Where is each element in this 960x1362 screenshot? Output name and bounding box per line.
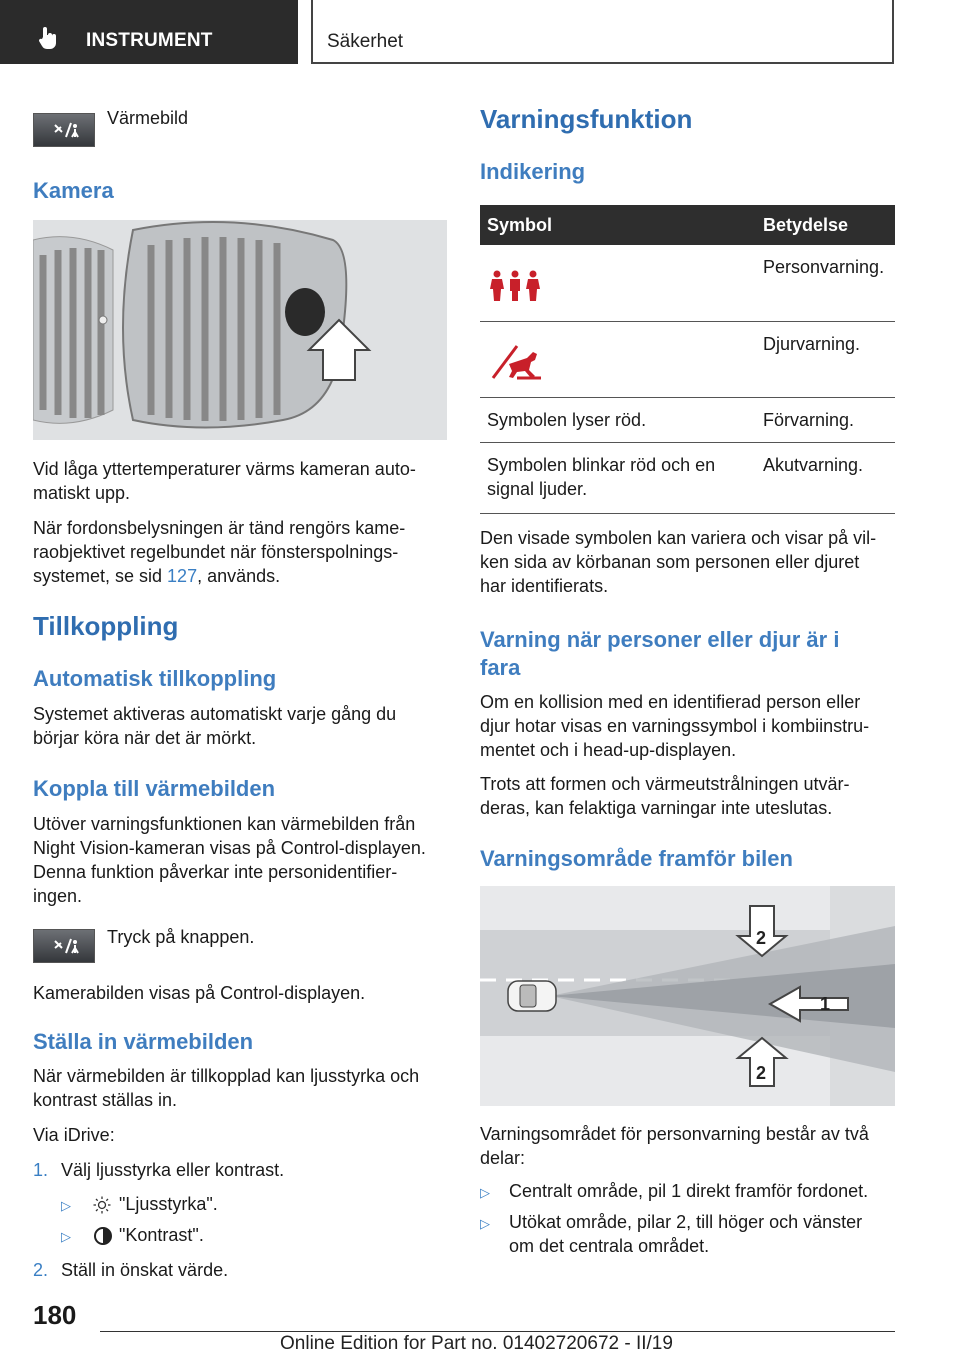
step-text: Välj ljusstyrka eller kontrast. <box>61 1160 285 1180</box>
warning-area-illustration <box>480 886 895 1106</box>
header-chapter-label: Säkerhet <box>327 31 404 52</box>
button-caption-1: Värmebild <box>107 108 189 128</box>
table-cell-symbol: Symbolen lyser röd. <box>480 397 756 442</box>
table-row <box>480 397 895 442</box>
bullet-text: Centralt område, pil 1 direkt framför fordonet. <box>509 1181 869 1201</box>
heading-varningsfunktion: Varningsfunktion <box>480 104 693 134</box>
symbol-table <box>480 205 895 514</box>
bullet-item <box>480 1210 863 1256</box>
table-header-row <box>480 205 895 245</box>
grille-illustration <box>33 220 447 440</box>
footer-divider <box>100 1331 895 1332</box>
bullet-text: Utökat område, pilar 2, till höger och vänster om det centrala området. <box>509 1212 863 1256</box>
paragraph-symbol: Den visade symbolen kan variera och visar på vil- ken sida av körbanan som personen eller djuret har identifierats. <box>480 528 877 596</box>
paragraph-via: Via iDrive: <box>33 1125 115 1145</box>
table-cell-meaning: Personvarning. <box>756 245 895 321</box>
step-text: Ställ in önskat värde. <box>61 1260 229 1280</box>
step-1 <box>33 1158 285 1182</box>
table-cell-meaning: Akutvarning. <box>756 442 895 513</box>
paragraph-kamerabild: Kamerabilden visas på Control-displayen. <box>33 983 366 1003</box>
brightness-icon <box>93 1196 111 1214</box>
table-cell-meaning: Förvarning. <box>756 397 895 442</box>
step-2 <box>33 1258 229 1282</box>
night-vision-button-image <box>33 113 95 147</box>
paragraph-omrade: Varningsområdet för personvarning består av två delar: <box>480 1124 869 1168</box>
table-row <box>480 245 895 321</box>
paragraph-stalla: När värmebilden är tillkopplad kan ljusstyrka och kontrast ställas in. <box>33 1066 420 1110</box>
bullet-triangle-icon: ▷ <box>61 1198 71 1213</box>
arrow-label-2-bottom: 2 <box>756 1063 767 1083</box>
heading-indikering: Indikering <box>480 159 586 184</box>
header-section-label: INSTRUMENT <box>86 30 213 51</box>
table-cell-symbol: Symbolen blinkar röd och en signal ljuder. <box>480 442 756 513</box>
sub-item-text: "Kontrast". <box>119 1225 204 1245</box>
heading-kamera: Kamera <box>33 178 114 203</box>
person-warning-icon <box>489 269 541 303</box>
heading-stalla: Ställa in värmebilden <box>33 1029 254 1054</box>
table-row <box>480 442 895 513</box>
heading-fara: Varning när personer eller djur är i fara <box>480 627 840 680</box>
camera-grille-image <box>33 220 447 440</box>
sub-item-ljusstyrka <box>61 1192 218 1218</box>
bullet-item <box>480 1179 869 1205</box>
table-header-symbol: Symbol <box>480 205 756 245</box>
table-cell-symbol <box>480 245 756 321</box>
bullet-triangle-icon: ▷ <box>480 1216 490 1231</box>
animal-warning-icon <box>491 344 543 380</box>
paragraph-kamera-2 <box>33 516 405 588</box>
button-caption-2: Tryck på knappen. <box>107 927 255 947</box>
paragraph-kamera-1: Vid låga yttertemperaturer värms kameran auto- matiskt upp. <box>33 459 416 503</box>
hand-pointer-icon <box>38 26 60 50</box>
table-row <box>480 321 895 397</box>
paragraph-automatisk: Systemet aktiveras automatiskt varje gång du börjar köra när det är mörkt. <box>33 704 397 748</box>
paragraph-fara-1: Om en kollision med en identifierad person eller djur hotar visas en varningssymbol i kombiinstru- mentet och i head-up-displayen. <box>480 692 870 760</box>
table-header-betydelse: Betydelse <box>756 205 895 245</box>
paragraph-kamera-2-end: , används. <box>197 566 281 586</box>
heading-koppla: Koppla till värmebilden <box>33 776 276 801</box>
bullet-triangle-icon: ▷ <box>61 1229 71 1244</box>
page-number: 180 <box>33 1300 77 1330</box>
page-reference-link[interactable]: 127 <box>167 566 198 586</box>
sub-item-text: "Ljusstyrka". <box>119 1194 218 1214</box>
header-section-tab <box>0 0 298 64</box>
footer-edition: Online Edition for Part no. 01402720672 - II/19 <box>280 1333 673 1354</box>
heading-omrade: Varningsområde framför bilen <box>480 846 793 871</box>
heading-tillkoppling: Tillkoppling <box>33 611 179 641</box>
warning-area-diagram <box>480 886 895 1106</box>
arrow-label-2-top: 2 <box>756 928 767 948</box>
paragraph-fara-2: Trots att formen och värmeutstrålningen utvär- deras, kan felaktiga varningar inte uteslutas. <box>480 774 850 818</box>
night-vision-button-image-2 <box>33 929 95 963</box>
bullet-triangle-icon: ▷ <box>480 1185 490 1200</box>
step-number: 1. <box>33 1160 49 1180</box>
table-cell-meaning: Djurvarning. <box>756 321 895 397</box>
arrow-label-1: 1 <box>820 994 831 1014</box>
paragraph-koppla: Utöver varningsfunktionen kan värmebilden från Night Vision-kameran visas på Control-displayen. Denna funktion påverkar inte personidentifier- ingen. <box>33 814 426 906</box>
header-chapter-box <box>311 0 894 64</box>
night-vision-icon <box>52 121 80 141</box>
step-number: 2. <box>33 1260 49 1280</box>
paragraph-kamera-2-text: När fordonsbelysningen är tänd rengörs kame- raobjektivet regelbundet när fönsterspolnings- systemet, se sid <box>33 518 406 586</box>
heading-automatisk: Automatisk tillkoppling <box>33 666 277 691</box>
sub-item-kontrast <box>61 1223 204 1249</box>
contrast-icon <box>93 1226 113 1246</box>
table-cell-symbol <box>480 321 756 397</box>
night-vision-icon <box>52 937 80 957</box>
